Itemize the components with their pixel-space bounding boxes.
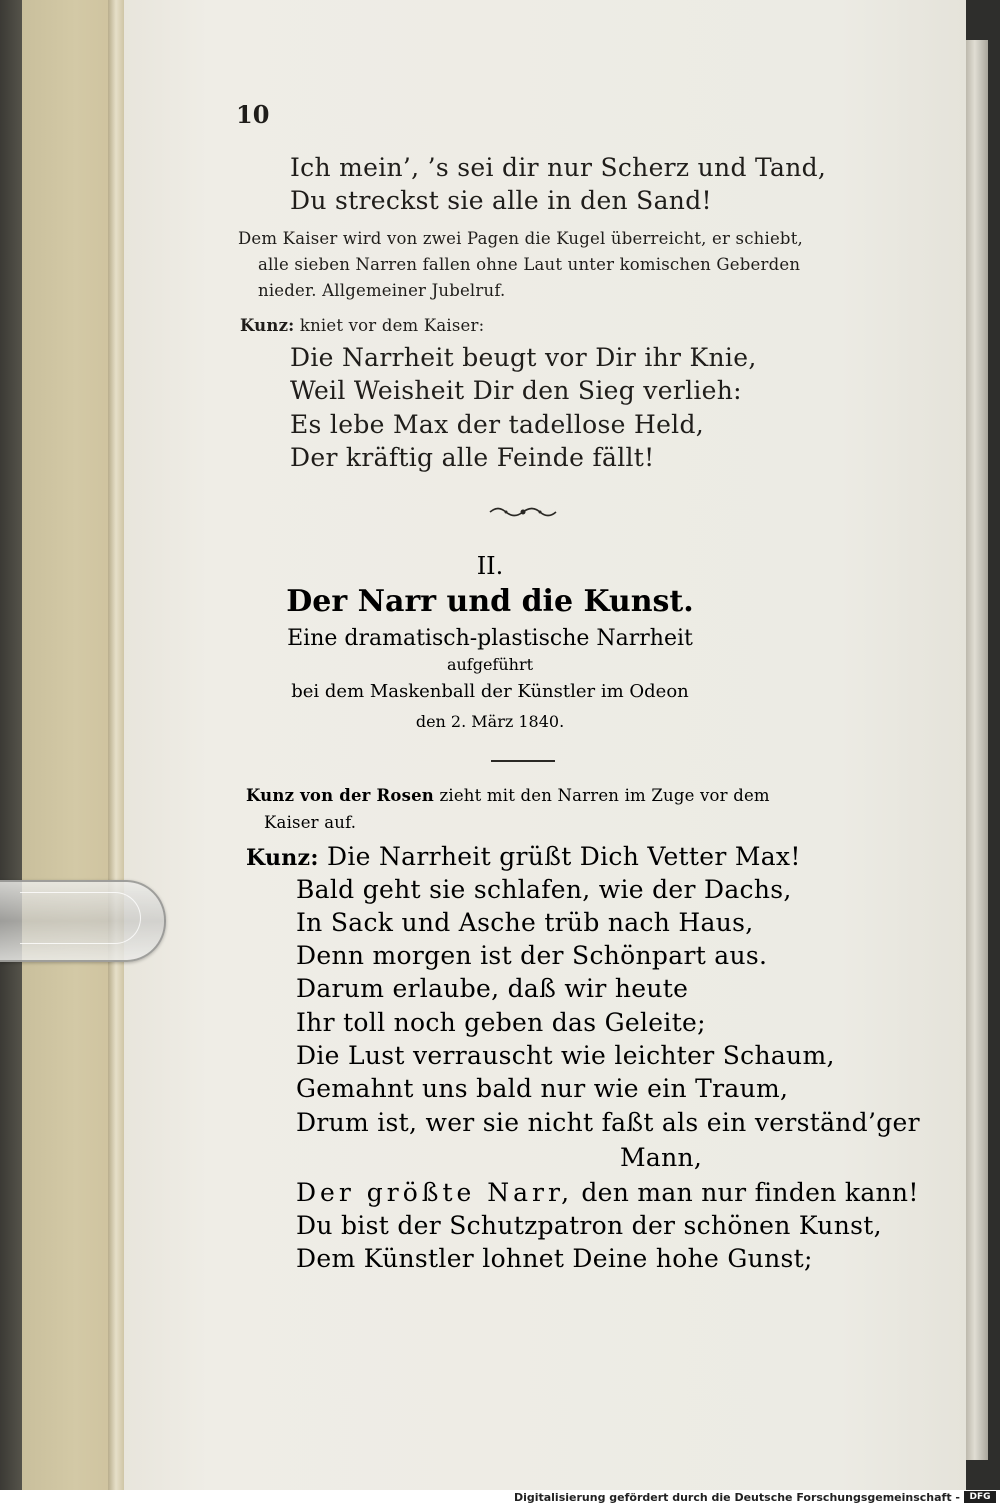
verse-line: Gemahnt uns bald nur wie ein Traum, — [296, 1074, 789, 1103]
dfg-logo: DFG — [964, 1491, 996, 1503]
verse-line: In Sack und Asche trüb nach Haus, — [296, 908, 754, 937]
stage-direction-line: alle sieben Narren fallen ohne Laut unter komischen Geberden — [258, 255, 801, 274]
verse-line: Weil Weisheit Dir den Sieg verlieh: — [290, 376, 742, 405]
verse-text: den man nur finden kann! — [581, 1178, 919, 1207]
speaker-name: Kunz: — [240, 316, 295, 335]
section-numeral: II. — [476, 552, 504, 580]
section-title: Der Narr und die Kunst. — [286, 584, 694, 619]
verse-line: Die Narrheit beugt vor Dir ihr Knie, — [290, 343, 757, 372]
section-subtitle: Eine dramatisch-plastische Narrheit — [287, 626, 693, 651]
verse-line: Du streckst sie alle in den Sand! — [290, 186, 712, 215]
section-rule — [491, 760, 555, 762]
book-binding — [0, 0, 22, 1490]
verse-line: Du bist der Schutzpatron der schönen Kunst, — [296, 1211, 882, 1240]
stage-direction-line: nieder. Allgemeiner Jubelruf. — [258, 281, 506, 300]
speaker-direction: kniet vor dem Kaiser: — [299, 316, 485, 335]
speaker-name: Kunz: — [246, 845, 319, 871]
verse-line: Ihr toll noch geben das Geleite; — [296, 1008, 706, 1037]
verse-line: Drum ist, wer sie nicht faßt als ein verständ’ger — [296, 1108, 920, 1137]
page-stack-edge — [966, 40, 988, 1460]
stage-direction-line: Kaiser auf. — [264, 813, 357, 832]
verse-line: Darum erlaube, daß wir heute — [296, 974, 689, 1003]
flyleaf-edge — [108, 0, 124, 1490]
performed-note: aufgeführt — [446, 655, 534, 674]
date-line: den 2. März 1840. — [415, 712, 565, 731]
flyleaf — [22, 0, 112, 1490]
verse-line: Ich mein’, ’s sei dir nur Scherz und Tand, — [290, 153, 827, 182]
speaker-cue — [240, 316, 484, 335]
speech-text: Die Narrheit grüßt Dich Vetter Max! — [327, 842, 801, 871]
verse-line: Dem Künstler lohnet Deine hohe Gunst; — [296, 1244, 813, 1273]
speech-first-line — [246, 842, 801, 871]
stage-direction-text: zieht mit den Narren im Zuge vor dem — [439, 786, 770, 805]
verse-line — [296, 1178, 919, 1207]
verse-line: Der kräftig alle Feinde fällt! — [290, 443, 655, 472]
stage-direction-bold: Kunz von der Rosen — [246, 786, 434, 805]
stage-direction-line — [246, 786, 770, 805]
verse-continuation: Mann, — [620, 1143, 703, 1172]
verse-line: Es lebe Max der tadellose Held, — [290, 410, 705, 439]
page-clip — [0, 880, 166, 962]
venue-line: bei dem Maskenball der Künstler im Odeon — [291, 681, 689, 702]
page-clip-highlight — [20, 892, 141, 944]
verse-line: Bald geht sie schlafen, wie der Dachs, — [296, 875, 792, 904]
footer-bar — [0, 1490, 1000, 1505]
ornament-divider-icon — [488, 503, 558, 521]
page-number: 10 — [236, 100, 270, 129]
stage-direction-line: Dem Kaiser wird von zwei Pagen die Kugel überreicht, er schiebt, — [238, 229, 803, 248]
verse-line: Denn morgen ist der Schönpart aus. — [296, 941, 768, 970]
verse-line: Die Lust verrauscht wie leichter Schaum, — [296, 1041, 835, 1070]
footer-credit: Digitalisierung gefördert durch die Deutsche Forschungsgemeinschaft - — [513, 1491, 960, 1504]
emphasized-phrase: Der größte Narr, — [296, 1178, 574, 1207]
